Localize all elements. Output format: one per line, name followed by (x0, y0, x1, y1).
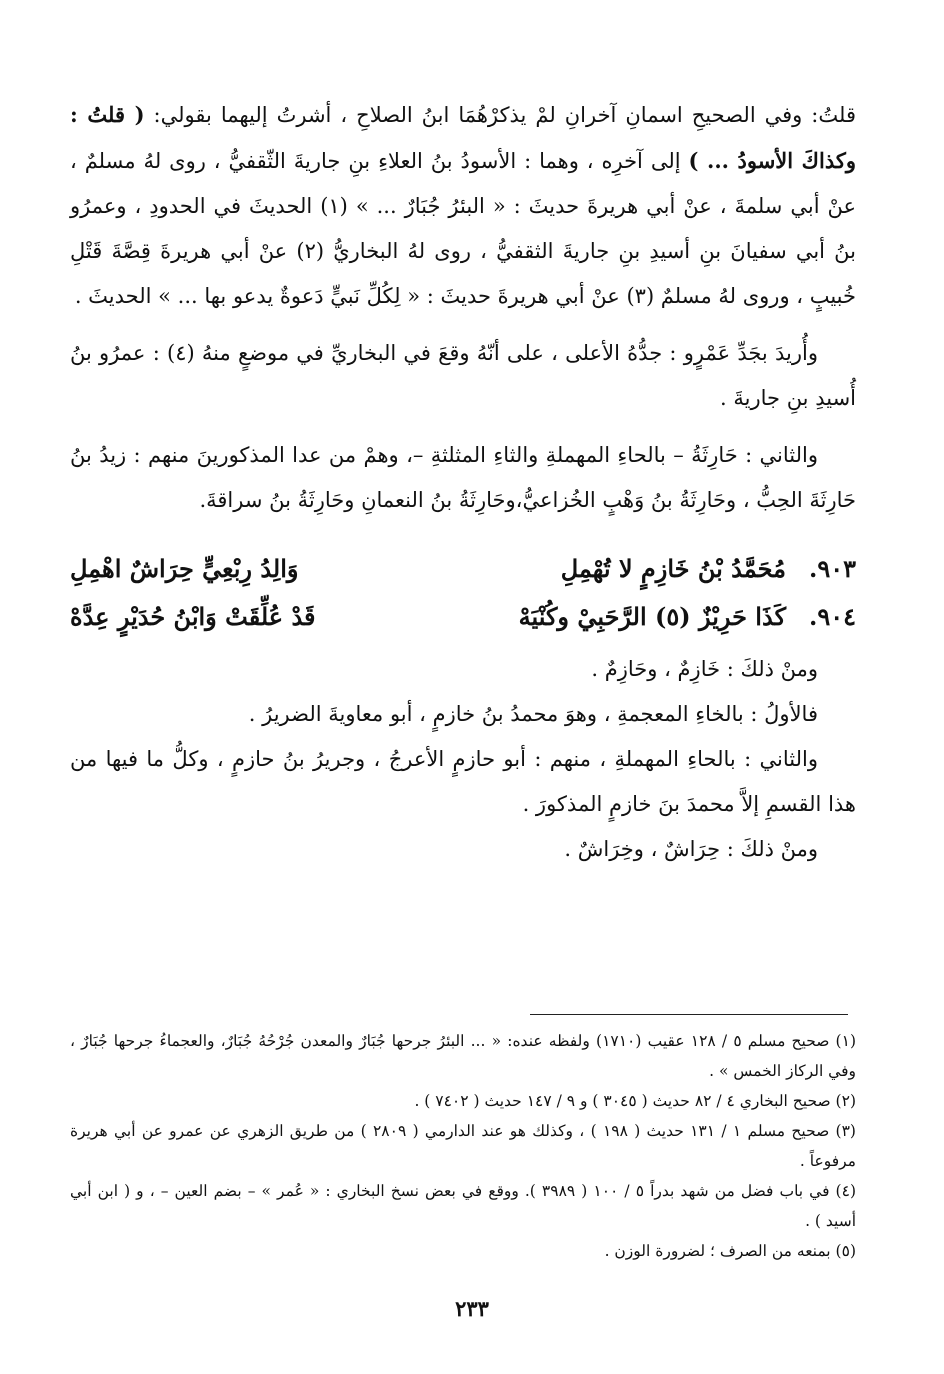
verse-904 (70, 593, 856, 641)
verse-block (70, 545, 856, 641)
paragraph-4: ومنْ ذلكَ : خَازِمٌ ، وحَازِمٌ . (591, 657, 818, 681)
verse-903 (70, 545, 856, 593)
footnote-5: (٥) بمنعه من الصرف ؛ لضرورة الوزن . (604, 1242, 856, 1260)
paragraph-7: ومنْ ذلكَ : حِرَاشٌ ، وخِرَاشٌ . (564, 837, 818, 861)
footnote-2: (٢) صحيح البخاري ٤ / ٨٢ حديث ( ٣٠٤٥ ) و ٩ / ١٤٧ حديث ( ٧٤٠٢ ) . (414, 1092, 856, 1110)
paragraph-1-continuation: إلى آخرِه ، وهما : الأسودُ بنُ العلاءِ بنِ جاريةَ الثّقفيُّ ، روى لهُ مسلمٌ ، عنْ أبي سلمةَ ، عنْ أبي هريرةَ حديثَ : « البئرُ جُبَارٌ ... » (١) الحديثَ في الحدودِ ، وعمرُو بنُ أبي سفيانَ بنِ أسيدِ بنِ جاريةَ الثقفيُّ ، روى لهُ البخاريُّ (٢) عنْ أبي هريرةَ قِصَّةَ قَتْلِ خُبيبٍ ، وروى لهُ مسلمٌ (٣) عنْ أبي هريرةَ حديثَ : « لِكُلِّ نَبيٍّ دَعوةٌ يدعو بها ... » الحديثَ . (70, 149, 857, 308)
footnote-divider (530, 1014, 848, 1015)
main-text (70, 92, 856, 872)
quoted-verse-reference: ( قلتُ : وكذاكَ الأسودُ ... ) (70, 102, 856, 173)
paragraph-6: والثاني : بالحاءِ المهملةِ ، منهم : أبو حازمٍ الأعرجُ ، وجريرُ بنُ حازمٍ ، وكلُّ ما فيها من هذا القسمِ إلاَّ محمدَ بنَ خازمٍ المذكورَ . (70, 747, 856, 816)
verse-number: ٩٠٣. (808, 554, 856, 583)
footnote-4: (٤) في باب فضل من شهد بدراً ٥ / ١٠٠ ( ٣٩٨٩ ). ووقع في بعض نسخ البخاري : « عُمر » – بضم العين – ، و ( ابن أبي أسيد ) . (70, 1182, 856, 1230)
verse-second-hemistich: وَالِدُ رِبْعِيٍّ حِرَاشٌ اهْمِلِ (70, 554, 299, 583)
paragraph-2: وأُريدَ بجَدِّ عَمْرٍو : جدُّهُ الأعلى ، على أنّهُ وقعَ في البخاريِّ في موضعٍ منهُ (٤) : عمرُو بنُ أُسيدِ بنِ جاريةَ . (70, 341, 856, 410)
verse-number: ٩٠٤. (808, 602, 856, 631)
paragraph-3: والثاني : حَارِثَةُ – بالحاءِ المهملةِ والثاءِ المثلثةِ –، وهمْ من عدا المذكورينَ منهم : زيدُ بنُ حَارِثَةَ الحِبُّ ، وحَارِثَةُ بنُ وَهْبٍ الخُزاعيُّ،وحَارِثَةُ بنُ النعمانِ وحَارِثَةُ بنُ سراقةَ. (70, 443, 856, 512)
paragraph-1-intro: قلتُ: وفي الصحيحِ اسمانِ آخرانِ لمْ يذكرْهُمَا ابنُ الصلاحِ ، أشرتُ إليهما بقولي: (153, 103, 856, 127)
page-number: ٢٣٣ (455, 1296, 489, 1321)
footnotes (70, 1026, 856, 1266)
paragraph-5: فالأولُ : بالخاءِ المعجمةِ ، وهوَ محمدُ بنُ خازمٍ ، أبو معاويةَ الضريرُ . (248, 702, 818, 726)
paragraph-1 (70, 92, 856, 319)
footnote-1: (١) صحيح مسلم ٥ / ١٢٨ عقيب (١٧١٠) ولفظه عنده: « ... البئرُ جرحها جُبَارٌ والمعدن جُرْحُهُ جُبَارٌ، والعجماءُ جرحها جُبَارٌ ، وفي الركاز الخمس » . (70, 1032, 856, 1080)
footnote-3: (٣) صحيح مسلم ١ / ١٣١ حديث ( ١٩٨ ) ، وكذلك هو عند الدارمي ( ٢٨٠٩ ) من طريق الزهري عن عمرو عن أبي هريرة مرفوعاً . (70, 1122, 856, 1170)
verse-first-hemistich: مُحَمَّدُ بْنُ خَازِمٍ لا تُهْمِلِ (560, 554, 786, 583)
verse-first-hemistich: كَذَا حَرِيْزٌ (٥) الرَّحَبِيْ وكُنْيَهْ (518, 602, 786, 631)
verse-second-hemistich: قَدْ عُلِّقَتْ وَابْنُ حُدَيْرٍ عِدَّهْ (70, 602, 316, 631)
